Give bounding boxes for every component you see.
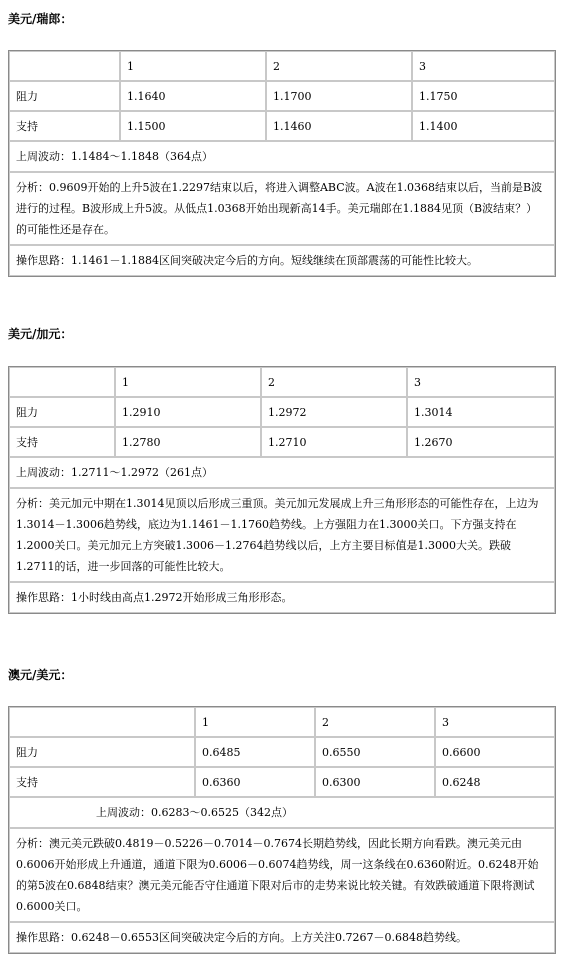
weekly-range: 上周波动：0.6283～0.6525（342点） bbox=[9, 797, 555, 828]
table-header-row bbox=[9, 51, 555, 81]
row-label: 阻力 bbox=[9, 397, 115, 427]
table-header-cell: 1 bbox=[120, 51, 266, 81]
analysis-text: 分析：澳元美元跌破0.4819－0.5226－0.7014－0.7674长期趋势线，因此长期方向看跌。澳元美元由0.6006开始形成上升通道，通道下限为0.6006－0.6074趋势线，周一这条线在0.6360附近。0.6248开始的第5波在0.6848结束？澳元美元能否守住通道下限对后市的走势来说比较关键。有效跌破通道下限将测试0.6000关口。 bbox=[9, 828, 555, 922]
weekly-range: 上周波动：1.1484～1.1848（364点） bbox=[9, 141, 555, 172]
weekly-range: 上周波动：1.2711～1.2972（261点） bbox=[9, 457, 555, 488]
table-cell: 0.6485 bbox=[195, 737, 315, 767]
strategy-text: 操作思路：1.1461－1.1884区间突破决定今后的方向。短线继续在顶部震荡的可能性比较大。 bbox=[9, 245, 555, 276]
table-header-cell: 2 bbox=[261, 367, 407, 397]
table-header-cell: 3 bbox=[435, 707, 555, 737]
row-label: 支持 bbox=[9, 767, 195, 797]
table-cell: 0.6300 bbox=[315, 767, 435, 797]
row-label: 支持 bbox=[9, 427, 115, 457]
table-cell: 1.1460 bbox=[266, 111, 412, 141]
section-title: 澳元/美元： bbox=[8, 668, 73, 682]
table-cell bbox=[9, 367, 115, 397]
resistance-row bbox=[9, 397, 555, 427]
analysis-text: 分析：0.9609开始的上升5波在1.2297结束以后，将进入调整ABC波。A波在1.0368结束以后，当前是B波进行的过程。B波形成上升5波。从低点1.0368开始出现新高14手。美元瑞郎在1.1884见顶（B波结束？）的可能性还是存在。 bbox=[9, 172, 555, 245]
table-header-cell: 3 bbox=[412, 51, 555, 81]
strategy-text: 操作思路：0.6248－0.6553区间突破决定今后的方向。上方关注0.7267－0.6848趋势线。 bbox=[9, 922, 555, 953]
table-cell: 1.3014 bbox=[407, 397, 555, 427]
quote-table bbox=[8, 50, 556, 277]
table-cell: 1.1500 bbox=[120, 111, 266, 141]
table-cell: 1.2780 bbox=[115, 427, 261, 457]
table-cell: 1.1640 bbox=[120, 81, 266, 111]
row-label: 支持 bbox=[9, 111, 120, 141]
support-row bbox=[9, 111, 555, 141]
table-header-row bbox=[9, 707, 555, 737]
analysis-text: 分析：美元加元中期在1.3014见顶以后形成三重顶。美元加元发展成上升三角形形态的可能性存在，上边为1.3014－1.3006趋势线，底边为1.1461－1.1760趋势线。上方强阻力在1.3000关口。下方强支持在1.2000关口。美元加元上方突破1.3006－1.2764趋势线以后，上方主要目标值是1.3000大关。跌破1.2711的话，进一步回落的可能性比较大。 bbox=[9, 488, 555, 582]
table-cell: 0.6248 bbox=[435, 767, 555, 797]
quote-table bbox=[8, 366, 556, 614]
table-cell: 0.6600 bbox=[435, 737, 555, 767]
table-header-cell: 1 bbox=[195, 707, 315, 737]
support-row bbox=[9, 767, 555, 797]
table-cell: 1.2910 bbox=[115, 397, 261, 427]
table-cell: 0.6550 bbox=[315, 737, 435, 767]
row-label: 阻力 bbox=[9, 81, 120, 111]
table-cell: 1.2670 bbox=[407, 427, 555, 457]
table-header-cell: 2 bbox=[315, 707, 435, 737]
table-header-cell: 3 bbox=[407, 367, 555, 397]
table-cell: 1.1750 bbox=[412, 81, 555, 111]
table-cell: 0.6360 bbox=[195, 767, 315, 797]
table-cell: 1.2710 bbox=[261, 427, 407, 457]
strategy-text: 操作思路：1小时线由高点1.2972开始形成三角形形态。 bbox=[9, 582, 555, 613]
section-title: 美元/加元： bbox=[8, 327, 73, 341]
resistance-row bbox=[9, 737, 555, 767]
table-cell: 1.2972 bbox=[261, 397, 407, 427]
table-cell: 1.1400 bbox=[412, 111, 555, 141]
section-title: 美元/瑞郎： bbox=[8, 12, 73, 26]
resistance-row bbox=[9, 81, 555, 111]
support-row bbox=[9, 427, 555, 457]
table-header-cell: 1 bbox=[115, 367, 261, 397]
quote-table bbox=[8, 706, 556, 954]
table-cell: 1.1700 bbox=[266, 81, 412, 111]
row-label: 阻力 bbox=[9, 737, 195, 767]
table-header-cell: 2 bbox=[266, 51, 412, 81]
table-header-row bbox=[9, 367, 555, 397]
table-cell bbox=[9, 51, 120, 81]
table-cell bbox=[9, 707, 195, 737]
